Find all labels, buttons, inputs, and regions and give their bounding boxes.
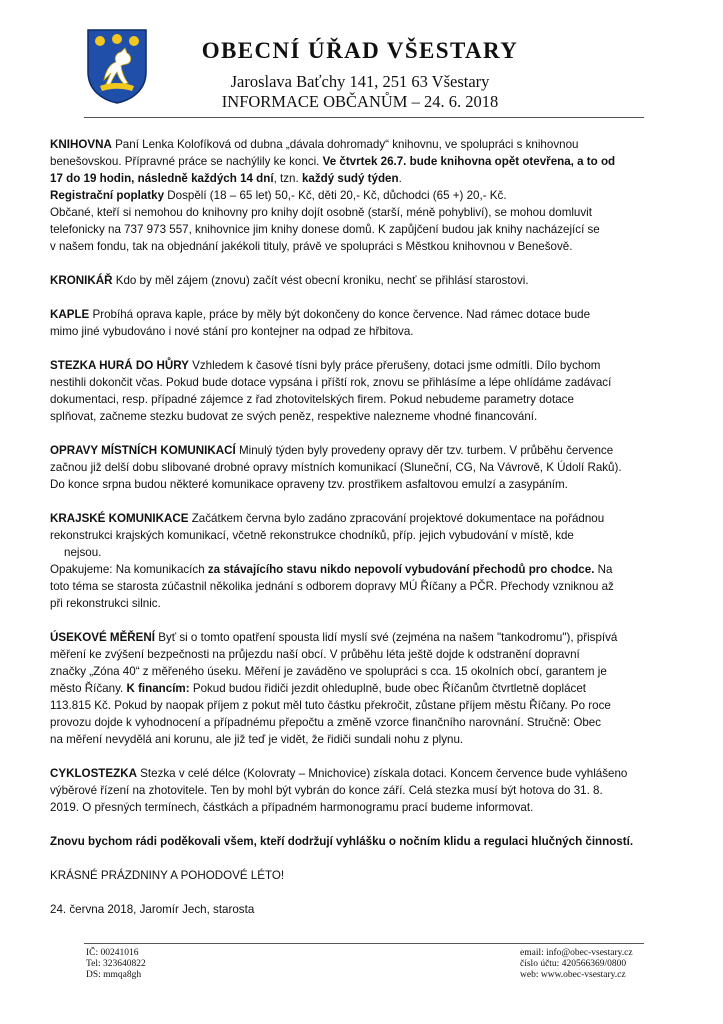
text: měření ke zvýšení bezpečnosti na průjezdu naší obcí. V průběhu léta ještě dojde k odstranění dopravní [50, 648, 580, 661]
text: toto téma se starosta zúčastnil několika jednání s odborem dopravy MÚ Říčany a PČR. Přechody vzniknou až [50, 580, 614, 593]
emphasis: každý sudý týden [301, 172, 399, 185]
text: Do konce srpna budou některé komunikace opraveny tzv. prostřikem asfaltovou emulzí a zasypáním. [50, 478, 568, 491]
notice-date-line: INFORMACE OBČANŮM – 24. 6. 2018 [221, 92, 499, 111]
text: dokumentaci, resp. případné zájemce z řad zhotovitelských firem. Pokud nebudeme parametry dotace [50, 393, 574, 406]
section-usekove-mereni [50, 629, 670, 748]
text: Vzhledem k časové tísni byly práce přerušeny, dotaci jsme odmítli. Dílo bychom [188, 359, 601, 372]
text: rekonstrukci krajských komunikací, včetně rekonstrukce chodníků, příp. jejich vybudování v místě, kde [50, 529, 574, 542]
section-kronikar [50, 272, 670, 289]
text: značky „Zóna 40“ z měřeného úseku. Měření je zaváděno ve spolupráci s cca. 15 okolních obcí, garantem je [50, 665, 607, 678]
emphasis: Ve čtvrtek 26.7. bude knihovna opět otevřena, a to od [322, 155, 616, 168]
text: Začátkem června bylo zadáno zpracování projektové dokumentace na pořádnou [188, 512, 605, 525]
text: Probíhá oprava kaple, práce by měly být dokončeny do konce července. Nad rámec dotace bude [89, 308, 591, 321]
coat-of-arms-icon [86, 28, 148, 104]
emphasis: Registrační poplatky [50, 189, 165, 202]
thanks-note [50, 833, 670, 850]
text: při rekonstrukci silnic. [50, 597, 161, 610]
section-heading: KNIHOVNA [50, 138, 112, 151]
signature [50, 901, 670, 918]
thanks-text: Znovu bychom rádi poděkovali všem, kteří dodržují vyhlášku o nočním klidu a regulaci hlučných činností. [50, 835, 634, 848]
text: Na [594, 563, 613, 576]
section-heading: OPRAVY MÍSTNÍCH KOMUNIKACÍ [50, 444, 236, 457]
footer-email: email: info@obec-vsestary.cz [520, 948, 633, 958]
section-opravy [50, 442, 670, 493]
text: výběrové řízení na zhotovitele. Ten by mohl být vybrán do konce září. Celá stezka musí být hotova do 31. 8. [50, 784, 603, 797]
footer-account: číslo účtu: 420566369/0800 [520, 959, 627, 969]
text: začnou již delší dobu slibované drobné opravy místních komunikací (Sluneční, CG, Na Vávrově, K Údolí Raků). [50, 461, 622, 474]
text: 2019. O přesných termínech, částkách a případném harmonogramu prací budeme informovat. [50, 801, 534, 814]
footer-divider [84, 943, 644, 944]
office-title: OBECNÍ ÚŘAD VŠESTARY [201, 38, 519, 63]
signature-text: 24. června 2018, Jaromír Jech, starosta [50, 903, 255, 916]
text: benešovskou. Přípravné práce se nachýlily ke konci. [50, 155, 323, 168]
footer-ico: IČ: 00241016 [86, 948, 139, 958]
text: Občané, kteří si nemohou do knihovny pro knihy dojít osobně (starší, méně pohybliví), se mohou domluvit [50, 206, 592, 219]
section-stezka [50, 357, 670, 425]
text: město Říčany. [50, 682, 127, 695]
text: telefonicky na 737 973 557, knihovnice jim knihy donese domů. K zapůjčení budou jak knihy nacházející se [50, 223, 600, 236]
text: splňovat, začneme stezku budovat ze svých peněz, respektive nalezneme vhodné financování. [50, 410, 538, 423]
text: Minulý týden byly provedeny opravy děr tzv. turbem. V průběhu července [235, 444, 614, 457]
section-heading: CYKLOSTEZKA [50, 767, 137, 780]
text: mimo jiné vybudováno i nové stání pro kontejner na odpad ze hřbitova. [50, 325, 414, 338]
text: v našem fondu, tak na objednání jakékoli tituly, právě ve spolupráci s Městkou knihovnou v Benešově. [50, 240, 573, 253]
emphasis: 17 do 19 hodin, následně každých 14 dní [50, 172, 274, 185]
notice-body [50, 136, 670, 935]
header-divider [84, 117, 644, 118]
letterhead [0, 0, 723, 125]
office-address: Jaroslava Baťchy 141, 251 63 Všestary [230, 72, 490, 91]
text: Opakujeme: Na komunikacích [50, 563, 208, 576]
wish-text: KRÁSNÉ PRÁZDNINY A POHODOVÉ LÉTO! [50, 869, 285, 882]
text: . [398, 172, 402, 185]
section-heading: STEZKA HURÁ DO HŮRY [50, 359, 189, 372]
text: nejsou. [64, 546, 102, 559]
text: Pokud budou řidiči jezdit ohleduplně, bude obec Říčanům čtvrtletně doplácet [189, 682, 586, 695]
footer-ds: DS: mmqa8gh [86, 970, 142, 980]
text: na měření nevydělá ani korunu, ale již teď je vidět, že řidiči sundali nohu z plynu. [50, 733, 464, 746]
text: provozu dojde k vyhodnocení a případnému přepočtu a změně vzorce finančního narovnání. Stručně: Obec [50, 716, 602, 729]
section-cyklostezka [50, 765, 670, 816]
section-kaple [50, 306, 670, 340]
emphasis: K financím: [126, 682, 190, 695]
text: Stezka v celé délce (Kolovraty – Mnichovice) získala dotaci. Koncem července bude vyhlášeno [136, 767, 628, 780]
section-heading: KAPLE [50, 308, 90, 321]
footer-web: web: www.obec-vsestary.cz [520, 970, 626, 980]
footer-contacts [520, 948, 633, 981]
text: Paní Lenka Kolofíková od dubna „dávala dohromady“ knihovnu, ve spolupráci s knihovnou [111, 138, 579, 151]
section-knihovna [50, 136, 670, 255]
text: , tzn. [273, 172, 302, 185]
section-heading: KRONIKÁŘ [50, 274, 113, 287]
emphasis: za stávajícího stavu nikdo nepovolí vybudování přechodů pro chodce. [207, 563, 595, 576]
text: Byť si o tomto opatření spousta lidí myslí své (zejména na našem "tankodromu"), přispívá [155, 631, 618, 644]
section-krajske [50, 510, 670, 612]
summer-wish [50, 867, 670, 884]
text: nestihli dokončit včas. Pokud bude dotace vypsána i příští rok, znovu se přihlásíme a lépe ohlídáme zadávací [50, 376, 612, 389]
section-heading: KRAJSKÉ KOMUNIKACE [50, 512, 189, 525]
text: Dospělí (18 – 65 let) 50,- Kč, děti 20,- Kč, důchodci (65 +) 20,- Kč. [164, 189, 507, 202]
section-heading: ÚSEKOVÉ MĚŘENÍ [50, 631, 156, 644]
text: Kdo by měl zájem (znovu) začít vést obecní kroniku, nechť se přihlásí starostovi. [112, 274, 529, 287]
footer-ids [86, 948, 146, 981]
text: 113.815 Kč. Pokud by naopak příjem z pokut měl tuto částku překročit, zůstane příjem městu Říčany. Po roce [50, 699, 611, 712]
footer-tel: Tel: 323640822 [86, 959, 146, 969]
